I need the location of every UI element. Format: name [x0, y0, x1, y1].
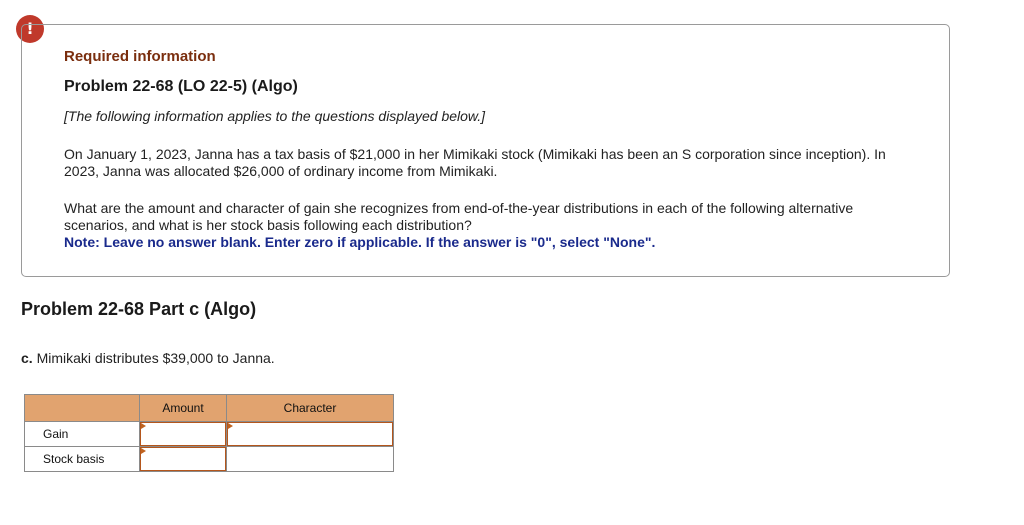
problem-title: Problem 22-68 (LO 22-5) (Algo) — [64, 78, 298, 95]
row-label-gain: Gain — [25, 422, 140, 447]
row-label-stock-basis: Stock basis — [25, 447, 140, 472]
gain-amount-input[interactable] — [140, 422, 226, 446]
required-information-heading: Required information — [64, 48, 216, 65]
gain-character-select[interactable] — [227, 422, 393, 446]
input-marker-icon — [228, 423, 233, 429]
input-marker-icon — [141, 448, 146, 454]
part-title: Problem 22-68 Part c (Algo) — [21, 299, 257, 319]
intro-text: [The following information applies to the questions displayed below.] — [64, 108, 486, 124]
header-blank — [25, 395, 140, 422]
table-header-row — [25, 395, 394, 422]
alert-icon: ! — [16, 15, 44, 43]
question-text — [21, 350, 275, 366]
stock-basis-amount-cell — [140, 447, 227, 472]
question-letter: c. — [21, 350, 33, 366]
required-information-box — [21, 24, 950, 277]
answer-note: Note: Leave no answer blank. Enter zero if applicable. If the answer is "0", select "None". — [64, 234, 656, 250]
header-amount: Amount — [140, 395, 227, 422]
input-marker-icon — [141, 423, 146, 429]
problem-paragraph-2: What are the amount and character of gain she recognizes from end-of-the-year distributions in each of the following alternative scenarios, and what is her stock basis following each distribution? — [64, 200, 854, 233]
stock-basis-amount-input[interactable] — [140, 447, 226, 471]
table-row-stock-basis — [25, 447, 394, 472]
question-body: Mimikaki distributes $39,000 to Janna. — [32, 350, 275, 366]
problem-paragraph-1: On January 1, 2023, Janna has a tax basis of $21,000 in her Mimikaki stock (Mimikaki has been an S corporation since inception). In 2023, Janna was allocated $26,000 of ordinary income from Mimikaki. — [64, 146, 886, 179]
stock-basis-character-cell — [227, 447, 394, 472]
gain-amount-cell — [140, 422, 227, 447]
table-row-gain — [25, 422, 394, 447]
header-character: Character — [227, 395, 394, 422]
gain-character-cell — [227, 422, 394, 447]
answer-table — [24, 394, 394, 472]
